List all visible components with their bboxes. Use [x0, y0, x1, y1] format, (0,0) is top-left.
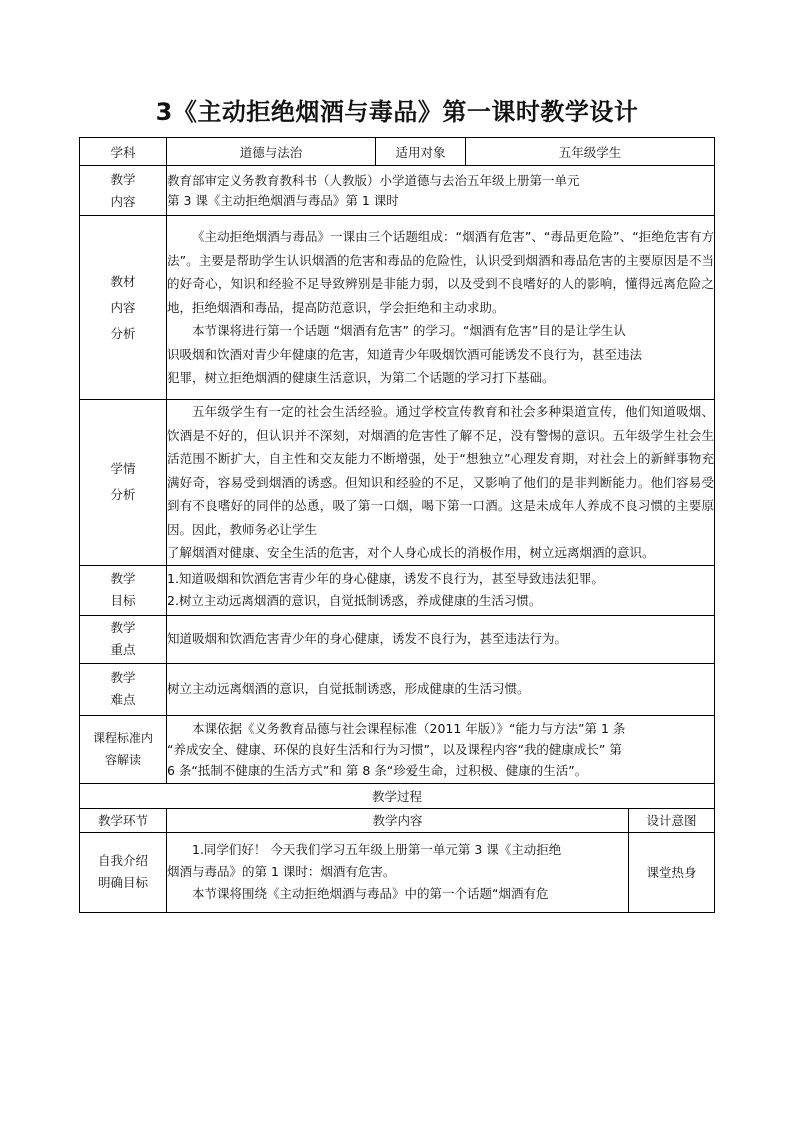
process-row-1-line-3: 本节课将围绕《主动拒绝烟酒与毒品》中的第一个话题“烟酒有危: [192, 886, 549, 901]
target-value: 五年级学生: [466, 138, 715, 166]
student-label-line-2: 分析: [110, 487, 136, 503]
goal-item-2: 2.树立主动远离烟酒的意识，自觉抵制诱惑，养成健康的生活习惯。: [167, 593, 542, 608]
material-label: [80, 216, 167, 400]
key-points-text: 知道吸烟和饮酒危害青少年的身心健康，诱发不良行为，甚至违法行为。: [167, 615, 715, 663]
material-paragraph-2-line-1: 本节课将进行第一个话题 “烟酒有危害” 的学习。“烟酒有危害”目的是让学生认: [192, 323, 626, 339]
process-row-1-line-1: 1.同学们好！ 今天我们学习五年级上册第一单元第 3 课《主动拒绝: [192, 842, 562, 857]
process-row-1: [80, 832, 715, 912]
standard-label-line-2: 容解读: [104, 753, 141, 767]
standard-line-2: “养成安全、健康、环保的良好生活和行为习惯”，以及课程内容“我的健康成长” 第: [167, 741, 622, 757]
standard-label: [80, 715, 167, 783]
process-heading: 教学过程: [80, 783, 715, 808]
process-row-1-stage: [80, 832, 167, 912]
difficulty-text: 树立主动远离烟酒的意识，自觉抵制诱惑，形成健康的生活习惯。: [167, 663, 715, 715]
process-columns-row: [80, 808, 715, 832]
content-text: [167, 166, 715, 216]
material-row: [80, 216, 715, 400]
student-last-line: 了解烟酒对健康、安全生活的危害，对个人身心成长的消极作用，树立远离烟酒的意识。: [167, 545, 655, 560]
standard-label-line-1: 课程标准内: [92, 731, 153, 745]
student-label: [80, 400, 167, 566]
key-points-label-line-2: 重点: [110, 642, 136, 657]
process-col-stage: 教学环节: [80, 808, 167, 832]
material-paragraph-2-line-3: 犯罪，树立拒绝烟酒的健康生活意识，为第二个话题的学习打下基础。: [167, 370, 555, 386]
difficulty-label-line-1: 教学: [110, 670, 136, 685]
material-label-line-1: 教材: [110, 273, 136, 289]
student-label-line-1: 学情: [110, 461, 136, 477]
content-label-line-2: 内容: [110, 193, 136, 209]
difficulty-row: [80, 663, 715, 715]
key-points-label: [80, 615, 167, 663]
process-row-1-stage-line-2: 明确目标: [97, 875, 148, 890]
material-paragraph-1: 《主动拒绝烟酒与毒品》一课由三个话题组成：“烟酒有危害”、“毒品更危险”、“拒绝危害有方法”。主要是帮助学生认识烟酒的危害和毒品的危险性，认识受到烟酒和毒品危害的主要原因是不当的好奇心，知识和经验不足导致辨别是非能力弱，以及受到不良嗜好的人的影响，懂得远离危险之地，拒绝烟酒和毒品，提高防范意识，学会拒绝和主动求助。: [167, 229, 715, 315]
process-row-1-line-2: 烟酒与毒品》的第 1 课时：烟酒有危害。: [167, 864, 396, 879]
material-label-line-2: 内容: [110, 299, 136, 315]
goals-row: [80, 565, 715, 615]
process-row-1-content: [167, 832, 629, 912]
key-points-row: [80, 615, 715, 663]
goals-text: [167, 565, 715, 615]
target-label: 适用对象: [376, 138, 466, 166]
content-line-1: 教育部审定义务教育教科书（人教版）小学道德与去治五年级上册第一单元: [167, 172, 580, 188]
process-row-1-intent: 课堂热身: [629, 832, 715, 912]
page-title: 3《主动拒绝烟酒与毒品》第一课时教学设计: [155, 98, 639, 126]
goal-item-1: 1.知道吸烟和饮酒危害青少年的身心健康，诱发不良行为，甚至导致违法犯罪。: [167, 571, 604, 586]
goals-label-line-1: 教学: [110, 571, 136, 586]
process-col-content: 教学内容: [167, 808, 629, 832]
content-line-2: 第 3 课《主动拒绝烟酒与毒品》第 1 课时: [167, 192, 399, 208]
standard-line-1: 本课依据《义务教育品德与社会课程标准（2011 年版）》“能力与方法”第 1 条: [192, 720, 626, 736]
content-label-line-1: 教学: [110, 171, 136, 187]
difficulty-label-line-2: 难点: [110, 692, 136, 707]
student-row: [80, 400, 715, 566]
standard-row: [80, 715, 715, 783]
subject-label: 学科: [80, 138, 167, 166]
standard-text: [167, 715, 715, 783]
student-text: [167, 400, 715, 566]
process-row-1-stage-line-1: 自我介绍: [97, 853, 148, 868]
student-paragraph: 五年级学生有一定的社会生活经验。通过学校宣传教育和社会多种渠道宣传，他们知道吸烟、饮酒是不好的，但认识并不深刻，对烟酒的危害性了解不足，没有警惕的意识。五年级学生社会生活范围不断扩大，自主性和交友能力不断增强，处于“想独立”心理发育期，对社会上的新鲜事物充满好奇，容易受到烟酒的诱惑。但知识和经验的不足，又影响了他们的是非判断能力。他们容易受到有不良嗜好的同伴的怂恿，吸了第一口烟，喝下第一口酒。这是未成年人养成不良习惯的主要原因。因此，教师务必让学生: [167, 404, 715, 537]
goals-label: [80, 565, 167, 615]
content-row: [80, 166, 715, 216]
material-text: [167, 216, 715, 400]
material-paragraph-2-line-2: 识吸烟和饮酒对青少年健康的危害，知道青少年吸烟饮酒可能诱发不良行为，甚至违法: [167, 346, 643, 362]
key-points-label-line-1: 教学: [110, 620, 136, 635]
subject-value: 道德与法治: [167, 138, 376, 166]
content-label: [80, 166, 167, 216]
standard-line-3: 6 条“抵制不健康的生活方式”和 第 8 条“珍爱生命，过积极、健康的生活”。: [167, 762, 588, 778]
process-heading-row: [80, 783, 715, 808]
process-col-intent: 设计意图: [629, 808, 715, 832]
header-row: [80, 138, 715, 166]
difficulty-label: [80, 663, 167, 715]
material-label-line-3: 分析: [110, 325, 136, 341]
goals-label-line-2: 目标: [110, 593, 136, 608]
lesson-plan-table: [79, 137, 715, 913]
